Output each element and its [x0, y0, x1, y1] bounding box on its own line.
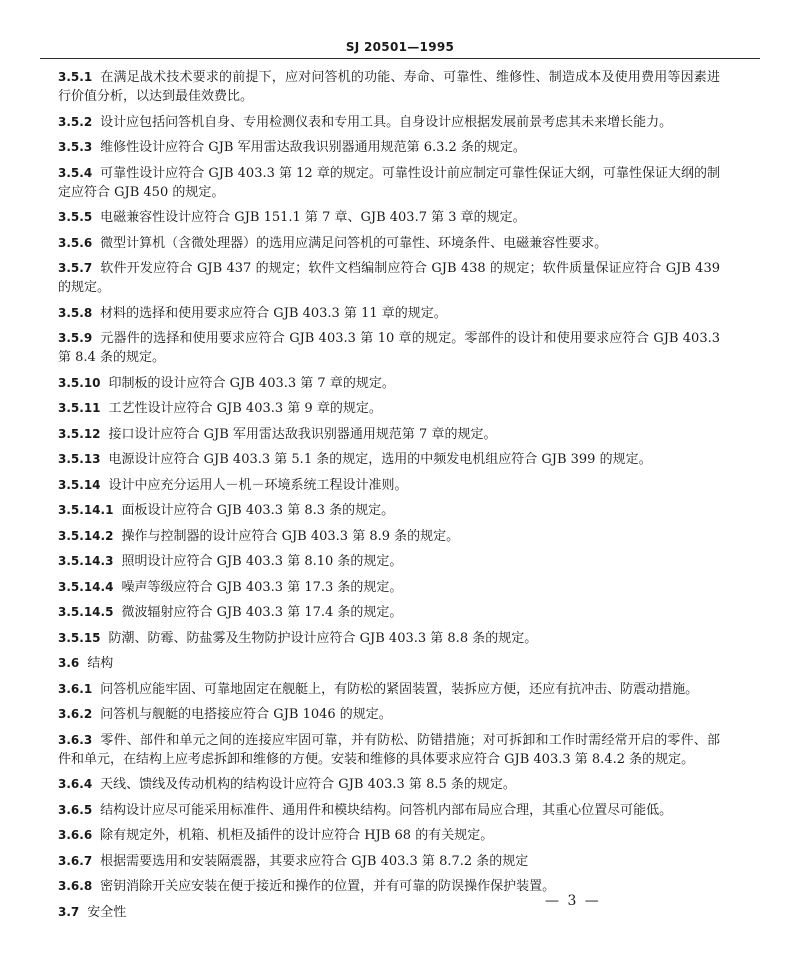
clause-number: 3.5.7 [58, 261, 93, 275]
clause-text: 问答机与舰艇的电搭接应符合 GJB 1046 的规定。 [100, 707, 392, 722]
clause-paragraph [58, 603, 720, 622]
clause-text: 印制板的设计应符合 GJB 403.3 第 7 章的规定。 [108, 375, 395, 391]
clause-paragraph [58, 705, 720, 724]
clause-number: 3.5.5 [58, 210, 93, 224]
clause-paragraph [58, 801, 720, 820]
clause-number: 3.6.1 [58, 681, 93, 696]
clause-text: 材料的选择和使用要求应符合 GJB 403.3 第 11 章的规定。 [100, 305, 447, 321]
clause-paragraph [58, 138, 720, 157]
clause-text: 接口设计应符合 GJB 军用雷达敌我识别器通用规范第 7 章的规定。 [108, 426, 497, 442]
clause-number: 3.5.2 [58, 114, 93, 129]
clause-number: 3.5.15 [58, 630, 101, 645]
clause-text: 工艺性设计应符合 GJB 403.3 第 9 章的规定。 [108, 401, 382, 416]
clause-text: 防潮、防霉、防盐雾及生物防护设计应符合 GJB 403.3 第 8.8 条的规定。 [108, 630, 538, 646]
clause-paragraph [58, 731, 720, 769]
clause-text: 密钥消除开关应安装在便于接近和操作的位置，并有可靠的防误操作保护装置。 [100, 879, 556, 894]
clause-text: 电磁兼容性设计应符合 GJB 151.1 第 7 章、GJB 403.7 第 3 章的规定。 [100, 210, 526, 225]
clause-paragraph [58, 501, 720, 520]
clause-text: 问答机应能牢固、可靠地固定在舰艇上，有防松的紧固装置，装拆应方便，还应有抗冲击、防震动措施。 [100, 681, 699, 697]
clause-paragraph [58, 826, 720, 845]
standard-code-header: SJ 20501—1995 [345, 40, 455, 54]
clause-number: 3.6 [58, 656, 80, 670]
clause-text: 元器件的选择和使用要求应符合 GJB 403.3 第 10 章的规定。零部件的设计和使用要求应符合 GJB 403.3 第 8.4 条的规定。 [58, 331, 720, 365]
clause-number: 3.5.4 [58, 165, 93, 180]
clause-text: 微波辐射应符合 GJB 403.3 第 17.4 条的规定。 [121, 605, 403, 620]
page-number: — 3 — [545, 893, 601, 909]
clause-number: 3.5.10 [58, 375, 101, 390]
header-divider [40, 58, 760, 59]
clause-text: 除有规定外，机箱、机柜及插件的设计应符合 HJB 68 的有关规定。 [100, 828, 494, 843]
clause-text: 在满足战术技术要求的前提下，应对问答机的功能、寿命、可靠性、维修性、制造成本及使用费用等因素进行价值分析，以达到最佳效费比。 [58, 70, 720, 104]
clause-paragraph [58, 450, 720, 469]
clause-paragraph [58, 68, 720, 106]
clause-paragraph [58, 476, 720, 495]
clause-text: 安全性 [87, 904, 127, 920]
clause-paragraph [58, 259, 720, 297]
clause-paragraph [58, 374, 720, 393]
clause-text: 设计中应充分运用人－机－环境系统工程设计准则。 [108, 477, 408, 493]
clause-number: 3.5.6 [58, 235, 93, 250]
clause-number: 3.5.14.3 [58, 554, 114, 568]
clause-number: 3.5.12 [58, 426, 101, 441]
clause-list [58, 68, 720, 928]
clause-text: 设计应包括问答机自身、专用检测仪表和专用工具。自身设计应根据发展前景考虑其未来增长能力。 [100, 114, 673, 130]
clause-number: 3.5.14 [58, 477, 101, 492]
clause-paragraph [58, 903, 720, 922]
clause-number: 3.5.14.4 [58, 579, 114, 594]
clause-paragraph [58, 425, 720, 444]
clause-number: 3.6.7 [58, 853, 93, 868]
clause-number: 3.6.2 [58, 707, 93, 721]
clause-number: 3.6.8 [58, 879, 93, 893]
clause-paragraph [58, 578, 720, 597]
clause-paragraph [58, 164, 720, 202]
clause-text: 维修性设计应符合 GJB 军用雷达敌我识别器通用规范第 6.3.2 条的规定。 [100, 140, 526, 155]
clause-text: 根据需要选用和安装隔震器，其要求应符合 GJB 403.3 第 8.7.2 条的规定 [100, 853, 529, 869]
clause-number: 3.5.13 [58, 452, 101, 466]
clause-number: 3.5.9 [58, 331, 93, 345]
clause-number: 3.5.14.2 [58, 528, 114, 543]
clause-paragraph [58, 527, 720, 546]
clause-text: 可靠性设计应符合 GJB 403.3 第 12 章的规定。可靠性设计前应制定可靠性保证大纲，可靠性保证大纲的制定应符合 GJB 450 的规定。 [58, 165, 720, 200]
clause-paragraph [58, 852, 720, 871]
clause-number: 3.5.14.1 [58, 503, 114, 517]
clause-paragraph [58, 399, 720, 418]
clause-text: 面板设计应符合 GJB 403.3 第 8.3 条的规定。 [121, 503, 395, 518]
clause-paragraph [58, 304, 720, 323]
clause-paragraph [58, 113, 720, 132]
clause-paragraph [58, 552, 720, 571]
clause-number: 3.5.3 [58, 140, 93, 154]
clause-text: 照明设计应符合 GJB 403.3 第 8.10 条的规定。 [121, 554, 403, 569]
clause-paragraph [58, 629, 720, 648]
clause-text: 零件、部件和单元之间的连接应牢固可靠，并有防松、防错措施；对可拆卸和工作时需经常开启的零件、部件和单元，在结构上应考虑拆卸和维修的方便。安装和维修的具体要求应符合 GJB 403.3 第 8.4.2 条的规定。 [58, 732, 720, 767]
clause-number: 3.5.8 [58, 305, 93, 320]
clause-paragraph [58, 654, 720, 673]
clause-text: 操作与控制器的设计应符合 GJB 403.3 第 8.9 条的规定。 [121, 528, 460, 544]
clause-paragraph [58, 234, 720, 253]
clause-number: 3.7 [58, 904, 80, 919]
clause-paragraph [58, 208, 720, 227]
clause-paragraph [58, 877, 720, 896]
clause-number: 3.5.1 [58, 70, 93, 84]
clause-number: 3.5.11 [58, 401, 101, 415]
clause-paragraph [58, 329, 720, 367]
clause-number: 3.6.5 [58, 802, 93, 817]
clause-number: 3.6.3 [58, 732, 93, 747]
clause-text: 天线、馈线及传动机构的结构设计应符合 GJB 403.3 第 8.5 条的规定。 [100, 777, 516, 792]
clause-text: 噪声等级应符合 GJB 403.3 第 17.3 条的规定。 [121, 579, 403, 595]
clause-text: 结构 [87, 656, 114, 671]
clause-number: 3.5.14.5 [58, 605, 114, 619]
clause-text: 软件开发应符合 GJB 437 的规定；软件文档编制应符合 GJB 438 的规定；软件质量保证应符合 GJB 439 的规定。 [58, 261, 720, 295]
clause-paragraph [58, 680, 720, 699]
clause-number: 3.6.6 [58, 828, 93, 842]
clause-number: 3.6.4 [58, 777, 93, 791]
clause-text: 微型计算机（含微处理器）的选用应满足问答机的可靠性、环境条件、电磁兼容性要求。 [100, 235, 608, 251]
clause-paragraph [58, 775, 720, 794]
clause-text: 结构设计应尽可能采用标准件、通用件和模块结构。问答机内部布局应合理，其重心位置尽可能低。 [100, 802, 673, 818]
clause-text: 电源设计应符合 GJB 403.3 第 5.1 条的规定，选用的中频发电机组应符合 GJB 399 的规定。 [108, 452, 652, 467]
